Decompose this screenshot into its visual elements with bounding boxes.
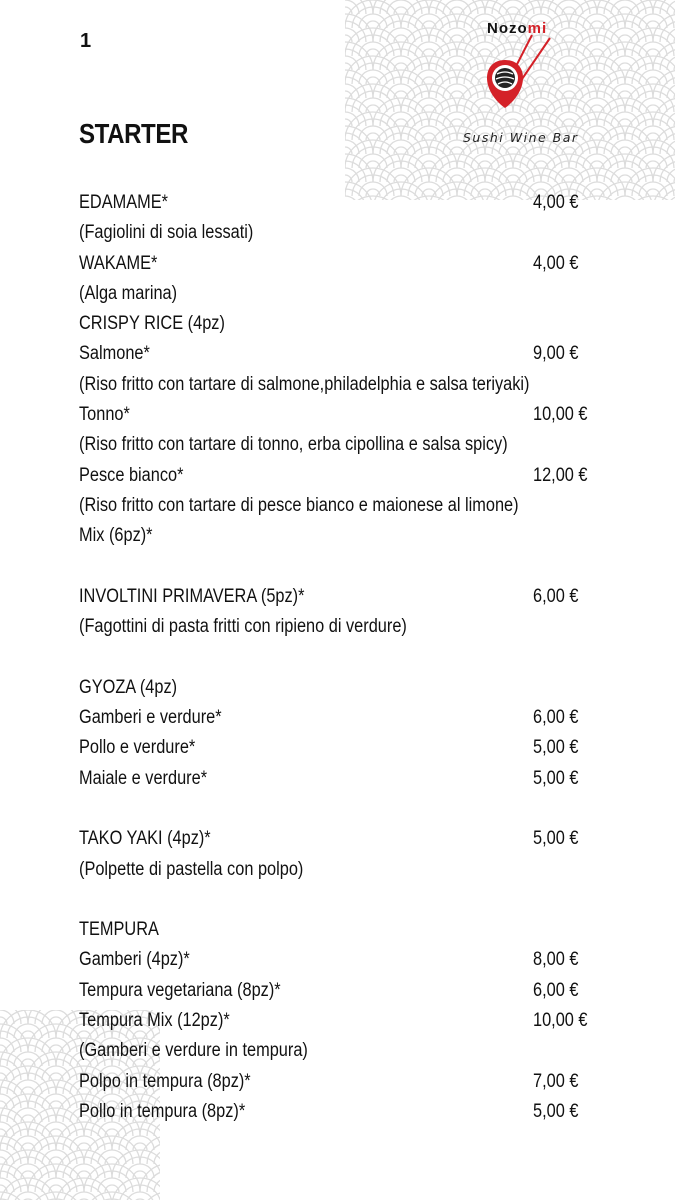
menu-item-text: (Fagiolini di soia lessati) xyxy=(79,222,254,244)
menu-item xyxy=(79,703,599,733)
menu-description xyxy=(79,673,599,703)
menu-item-text: TAKO YAKI (4pz)* xyxy=(79,828,211,850)
menu-item-price: 7,00 € xyxy=(533,1070,579,1092)
menu-description xyxy=(79,521,599,551)
menu-item-text: CRISPY RICE (4pz) xyxy=(79,313,225,335)
menu-spacer xyxy=(79,885,599,915)
menu-item-text: TEMPURA xyxy=(79,919,159,941)
menu-item-text: (Polpette di pastella con polpo) xyxy=(79,858,304,880)
menu-description xyxy=(79,430,599,460)
menu-item-text: Pollo e verdure* xyxy=(79,737,196,759)
menu-spacer xyxy=(79,794,599,824)
menu-item xyxy=(79,339,599,369)
menu-item xyxy=(79,461,599,491)
menu-item-text: Polpo in tempura (8pz)* xyxy=(79,1070,251,1092)
menu-item-text: (Riso fritto con tartare di salmone,philadelphia e salsa teriyaki) xyxy=(79,373,530,395)
menu-item xyxy=(79,824,599,854)
menu-item-text: Tempura vegetariana (8pz)* xyxy=(79,979,281,1001)
brand-logo xyxy=(455,10,585,160)
menu-item-text: (Fagottini di pasta fritti con ripieno di verdure) xyxy=(79,616,407,638)
menu-item xyxy=(79,945,599,975)
menu-description xyxy=(79,1036,599,1066)
menu-item xyxy=(79,249,599,279)
menu-item-text: INVOLTINI PRIMAVERA (5pz)* xyxy=(79,585,305,607)
menu-item-price: 5,00 € xyxy=(533,767,579,789)
menu-item-price: 6,00 € xyxy=(533,979,579,1001)
menu-item-text: Maiale e verdure* xyxy=(79,767,208,789)
menu-item-text: (Riso fritto con tartare di tonno, erba cipollina e salsa spicy) xyxy=(79,434,508,456)
menu-item xyxy=(79,1067,599,1097)
menu-item-price: 5,00 € xyxy=(533,828,579,850)
menu-description xyxy=(79,218,599,248)
menu-item-text: Tonno* xyxy=(79,404,130,426)
menu-item xyxy=(79,582,599,612)
brand-tagline: Sushi Wine Bar xyxy=(463,130,579,145)
menu-description xyxy=(79,612,599,642)
menu-spacer xyxy=(79,642,599,672)
menu-item-price: 12,00 € xyxy=(533,464,588,486)
menu-item-price: 10,00 € xyxy=(533,404,588,426)
menu-item-text: Salmone* xyxy=(79,343,150,365)
brand-name: Nozomi xyxy=(487,20,548,37)
menu-item-text: Gamberi e verdure* xyxy=(79,707,222,729)
menu-item xyxy=(79,733,599,763)
menu-description xyxy=(79,855,599,885)
menu-list xyxy=(79,188,599,1127)
menu-item-price: 4,00 € xyxy=(533,192,579,213)
menu-item-text: WAKAME* xyxy=(79,252,158,274)
menu-description xyxy=(79,309,599,339)
menu-item-price: 10,00 € xyxy=(533,1010,588,1032)
menu-item-text: Gamberi (4pz)* xyxy=(79,949,190,971)
menu-item-text: (Riso fritto con tartare di pesce bianco e maionese al limone) xyxy=(79,494,519,516)
menu-item xyxy=(79,1006,599,1036)
section-title: STARTER xyxy=(79,118,188,149)
menu-item-text: (Gamberi e verdure in tempura) xyxy=(79,1040,308,1062)
menu-item xyxy=(79,1097,599,1127)
menu-item-price: 5,00 € xyxy=(533,1100,579,1122)
sushi-pin-icon xyxy=(470,30,570,130)
menu-item-price: 6,00 € xyxy=(533,585,579,607)
menu-item xyxy=(79,400,599,430)
menu-item-price: 4,00 € xyxy=(533,252,579,274)
menu-item-price: 8,00 € xyxy=(533,949,579,971)
menu-item-text: Pesce bianco* xyxy=(79,464,184,486)
menu-item-price: 6,00 € xyxy=(533,707,579,729)
menu-item-price: 5,00 € xyxy=(533,737,579,759)
menu-description xyxy=(79,370,599,400)
menu-item-text: EDAMAME* xyxy=(79,192,168,213)
menu-item-text: Pollo in tempura (8pz)* xyxy=(79,1100,246,1122)
menu-description xyxy=(79,915,599,945)
page-number: 1 xyxy=(80,30,92,52)
menu-item-text: Mix (6pz)* xyxy=(79,525,153,547)
menu-item xyxy=(79,976,599,1006)
menu-item xyxy=(79,764,599,794)
menu-item-text: GYOZA (4pz) xyxy=(79,676,178,698)
menu-spacer xyxy=(79,552,599,582)
menu-item-text: (Alga marina) xyxy=(79,282,178,304)
menu-item xyxy=(79,188,599,218)
menu-item-text: Tempura Mix (12pz)* xyxy=(79,1010,230,1032)
menu-description xyxy=(79,279,599,309)
menu-item-price: 9,00 € xyxy=(533,343,579,365)
menu-description xyxy=(79,491,599,521)
